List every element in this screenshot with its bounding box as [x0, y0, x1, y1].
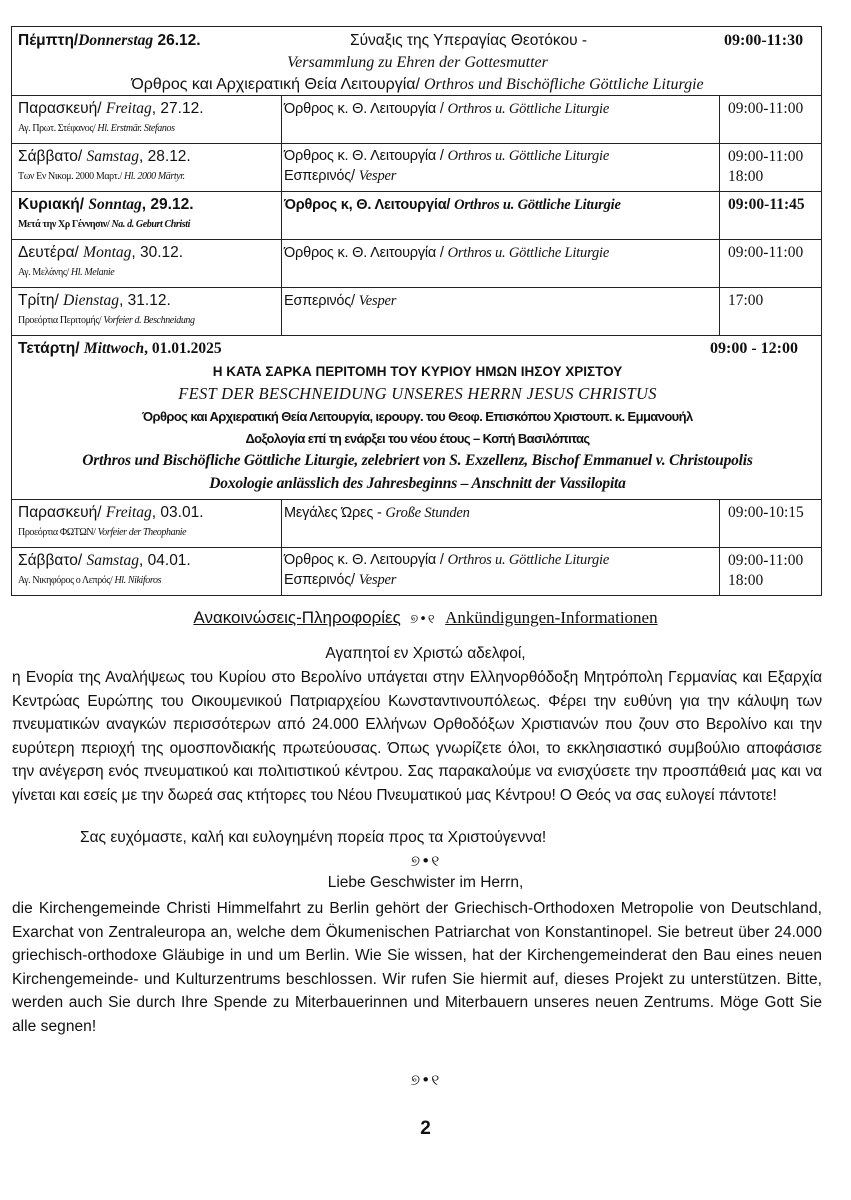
- service-de: Orthros u. Göttliche Liturgie: [447, 101, 610, 117]
- service-de: Orthros u. Göttliche Liturgie: [447, 245, 610, 261]
- saint-gr: Προεόρτια Περιτομής/: [18, 315, 104, 326]
- day-gr: Κυριακή/: [18, 196, 89, 213]
- newyear-feast-gr: Η ΚΑΤΑ ΣΑΡΚΑ ΠΕΡΙΤΟΜΗ ΤΟΥ ΚΥΡΙΟΥ ΗΜΩΝ ΙΗΣΟΥ ΧΡΙΣΤΟΥ: [212, 364, 623, 379]
- day-cell: [12, 192, 282, 239]
- saint-de: Hl. Nikiforos: [114, 575, 162, 586]
- date: , 01.01.2025: [144, 340, 222, 357]
- service-gr: Όρθρος κ. Θ. Λειτουργία /: [284, 101, 448, 117]
- date: , 03.01.: [151, 504, 204, 521]
- saint-de: Hl. 2000 Märtyr.: [123, 171, 185, 182]
- service-cell: [282, 500, 720, 547]
- saint-gr: Προεόρτια ΦΩΤΩΝ/: [18, 527, 98, 538]
- day-de: Freitag: [105, 504, 152, 521]
- thursday-feast-gr: Σύναξις της Υπεραγίας Θεοτόκου -: [350, 32, 588, 49]
- service-de: Vesper: [358, 293, 397, 309]
- date: , 28.12.: [139, 148, 191, 165]
- schedule-row: [11, 240, 822, 288]
- service-cell: [282, 548, 720, 595]
- announcements-title-de: Ankündigungen-Informationen: [445, 608, 658, 627]
- day-cell: [12, 548, 282, 595]
- day-cell: [12, 144, 282, 191]
- schedule-row: [11, 288, 822, 336]
- day-de: Samstag: [86, 148, 140, 165]
- service-gr: Εσπερινός/: [284, 168, 359, 184]
- day-gr: Σάββατο/: [18, 148, 87, 165]
- service-gr: Όρθρος κ. Θ. Λειτουργία /: [284, 245, 448, 261]
- service-gr: Όρθρος και Αρχιερατική Θεία Λειτουργία/: [131, 76, 420, 93]
- date: , 29.12.: [141, 196, 194, 213]
- day-gr: Παρασκευή/: [18, 100, 106, 117]
- schedule-thursday: [11, 26, 822, 96]
- newyear-service-gr: Όρθρος και Αρχιερατική Θεία Λειτουργία, ιερουργ. του Θεοφ. Επισκόπου Χριστουπ. κ. Εμμανουήλ: [142, 409, 693, 424]
- time: 09:00-11:45: [728, 196, 805, 213]
- newyear-time: 09:00 - 12:00: [710, 340, 798, 357]
- newyear-day: [18, 340, 222, 358]
- service-de: Orthros u. Göttliche Liturgie: [447, 148, 610, 164]
- greeting-gr: Αγαπητοί εν Χριστώ αδελφοί,: [325, 645, 526, 662]
- service-gr: Όρθρος κ. Θ. Λειτουργία /: [284, 148, 448, 164]
- time-cell: [720, 192, 823, 239]
- day-gr: Παρασκευή/: [18, 504, 106, 521]
- day-cell: [12, 500, 282, 547]
- time: 18:00: [728, 572, 764, 589]
- day-cell: [12, 288, 282, 335]
- schedule-row: [11, 500, 822, 548]
- saint-de: Vorfeier d. Beschneidung: [103, 315, 195, 326]
- time: 18:00: [728, 168, 764, 185]
- thursday-day: [18, 32, 201, 50]
- schedule-row: [11, 144, 822, 192]
- service-gr: Όρθρος κ. Θ. Λειτουργία /: [284, 552, 448, 568]
- date: , 04.01.: [139, 552, 191, 569]
- schedule-row: [11, 96, 822, 144]
- time: 09:00-11:00: [728, 552, 804, 569]
- service-cell: [282, 240, 720, 287]
- saint-gr: Των Εν Νικομ. 2000 Μαρτ./: [18, 171, 124, 182]
- day-gr: Τετάρτη/: [18, 340, 84, 357]
- service-cell: [282, 288, 720, 335]
- saint-gr: Αγ. Νικηφόρος ο Λεπρός/: [18, 575, 115, 586]
- time-cell: [720, 548, 823, 595]
- thursday-service: [12, 76, 823, 94]
- time-cell: [720, 288, 823, 335]
- date: , 27.12.: [151, 100, 204, 117]
- service-de: Große Stunden: [385, 505, 470, 521]
- time-cell: [720, 96, 823, 143]
- service-de: Orthros und Bischöfliche Göttliche Liturgie: [419, 76, 704, 93]
- saint-de: Hl. Melanie: [70, 267, 115, 278]
- day-de: Dienstag: [63, 292, 120, 309]
- saint-gr: Μετά την Χρ Γέννησιν/: [18, 219, 112, 230]
- day-gr: Σάββατο/: [18, 552, 87, 569]
- thursday-time: 09:00-11:30: [724, 32, 804, 49]
- day-de: Montag: [83, 244, 132, 261]
- announcements-heading: [0, 608, 851, 628]
- service-cell: [282, 144, 720, 191]
- day-de: Sonntag: [88, 196, 142, 213]
- schedule-table: [11, 26, 822, 596]
- service-gr: Εσπερινός/: [284, 293, 359, 309]
- day-de: Donnerstag: [78, 32, 154, 49]
- saint-gr: Αγ. Μελάνης/: [18, 267, 71, 278]
- schedule-row-sunday: [11, 192, 822, 240]
- service-gr: Μεγάλες Ώρες -: [284, 505, 386, 521]
- newyear-feast-de: FEST DER BESCHNEIDUNG UNSERES HERRN JESUS CHRISTUS: [178, 384, 657, 403]
- day-cell: [12, 240, 282, 287]
- newyear-service-de: Orthros und Bischöfliche Göttliche Liturgie, zelebriert von S. Exzellenz, Bischof Emmanuel v. Christoupolis: [82, 452, 753, 469]
- time: 09:00-11:00: [728, 100, 804, 117]
- service-de: Orthros u. Göttliche Liturgie: [447, 552, 610, 568]
- day-de: Samstag: [86, 552, 140, 569]
- schedule-newyear: [11, 336, 822, 500]
- time-cell: [720, 240, 823, 287]
- time: 09:00-10:15: [728, 504, 804, 521]
- saint-de: Hl. Erstmär. Stefanos: [97, 123, 175, 134]
- body-gr: η Ενορία της Αναλήψεως του Κυρίου στο Βερολίνο υπάγεται στην Ελληνορθόδοξη Μητρόπολη Γερμανίας και Εξαρχία Κεντρώας Ευρώπης του Οικουμενικού Πατριαρχείου Κωνσταντινουπόλεως. Φέρει την ευθύνη για την κάλυψη των πνευματικών αναγκών περισσότερων από 24.000 Ελλήνων Ορθοδόξων Χριστιανών που ζουν στο Βερολίνο και την ευρύτερη περιοχή της ομοσπονδιακής πρωτεύουσας. Όπως γνωρίζετε όλοι, το εκκλησιαστικό συμβούλιο αποφάσισε την ανέγερση ενός πνευματικού και πολιτιστικού κέντρου. Σας παρακαλούμε να ενισχύσετε την προσπάθειά μας και να γίνεται και εσείς με την δωρεά σας κτήτορες του Νέου Πνευματικού μας Κέντρου! Ο Θεός να σας ευλογεί πάντοτε!: [12, 669, 822, 804]
- time: 09:00-11:00: [728, 148, 804, 165]
- saint-gr: Αγ. Πρωτ. Στέφανος/: [18, 123, 98, 134]
- service-gr: Εσπερινός/: [284, 572, 359, 588]
- date: , 30.12.: [131, 244, 184, 261]
- time: 09:00-11:00: [728, 244, 804, 261]
- day-de: Freitag: [105, 100, 152, 117]
- saint-de: Na. d. Geburt Christi: [111, 219, 191, 230]
- newyear-doxology-de: Doxologie anlässlich des Jahresbeginns – Anschnitt der Vassilopita: [209, 475, 626, 492]
- newyear-doxology-gr: Δοξολογία επί τη ενάρξει του νέου έτους – Κοπή Βασιλόπιτας: [245, 431, 590, 446]
- service-de: Vesper: [358, 572, 397, 588]
- thursday-feast-de: Versammlung zu Ehren der Gottesmutter: [287, 54, 548, 71]
- service-de: Orthros u. Göttliche Liturgie: [454, 197, 621, 213]
- day-gr: Τρίτη/: [18, 292, 64, 309]
- ornament-icon: ୭•୧: [410, 852, 441, 870]
- day-cell: [12, 96, 282, 143]
- announcements-title-gr: Ανακοινώσεις-Πληροφορίες: [193, 608, 401, 627]
- time-cell: [720, 144, 823, 191]
- service-cell: [282, 96, 720, 143]
- ornament-icon: ୭•୧: [410, 1071, 441, 1089]
- schedule-row: [11, 548, 822, 596]
- ornament-icon: ୭•୧: [410, 612, 436, 627]
- saint-de: Vorfeier der Theophanie: [97, 527, 187, 538]
- service-gr: Όρθρος κ, Θ. Λειτουργία/: [284, 197, 455, 213]
- service-de: Vesper: [358, 168, 397, 184]
- time: 17:00: [728, 292, 764, 309]
- date: 26.12.: [153, 32, 201, 49]
- day-gr: Δευτέρα/: [18, 244, 84, 261]
- date: , 31.12.: [119, 292, 171, 309]
- page-number: 2: [420, 1118, 431, 1139]
- greeting-de: Liebe Geschwister im Herrn,: [327, 874, 524, 891]
- time-cell: [720, 500, 823, 547]
- service-cell: [282, 192, 720, 239]
- day-gr: Πέμπτη/: [18, 32, 79, 49]
- body-de: die Kirchengemeinde Christi Himmelfahrt zu Berlin gehört der Griechisch-Orthodoxen Metropolie von Deutschland, Exarchat von Zentraleuropa an, welche dem Ökumenischen Patriarchat von Konstantinopel. Sie betreut über 24.000 griechisch-orthodoxe Gläubige in und um Berlin. Wie Sie wissen, hat der Kirchengemeinderat den Bau eines neuen Kirchengemeinde- und Kulturzentrums beschlossen. Wir rufen Sie hiermit auf, dieses Projekt zu unterstützen. Bitte, werden auch Sie durch Ihre Spende zu Miterbauerinnen und Miterbauern unseres neuen Zentrums. Möge Gott Sie alle segnen!: [12, 900, 822, 1035]
- closing-gr: Σας ευχόμαστε, καλή και ευλογημένη πορεία προς τα Χριστούγεννα!: [80, 829, 547, 846]
- day-de: Mittwoch: [83, 340, 145, 357]
